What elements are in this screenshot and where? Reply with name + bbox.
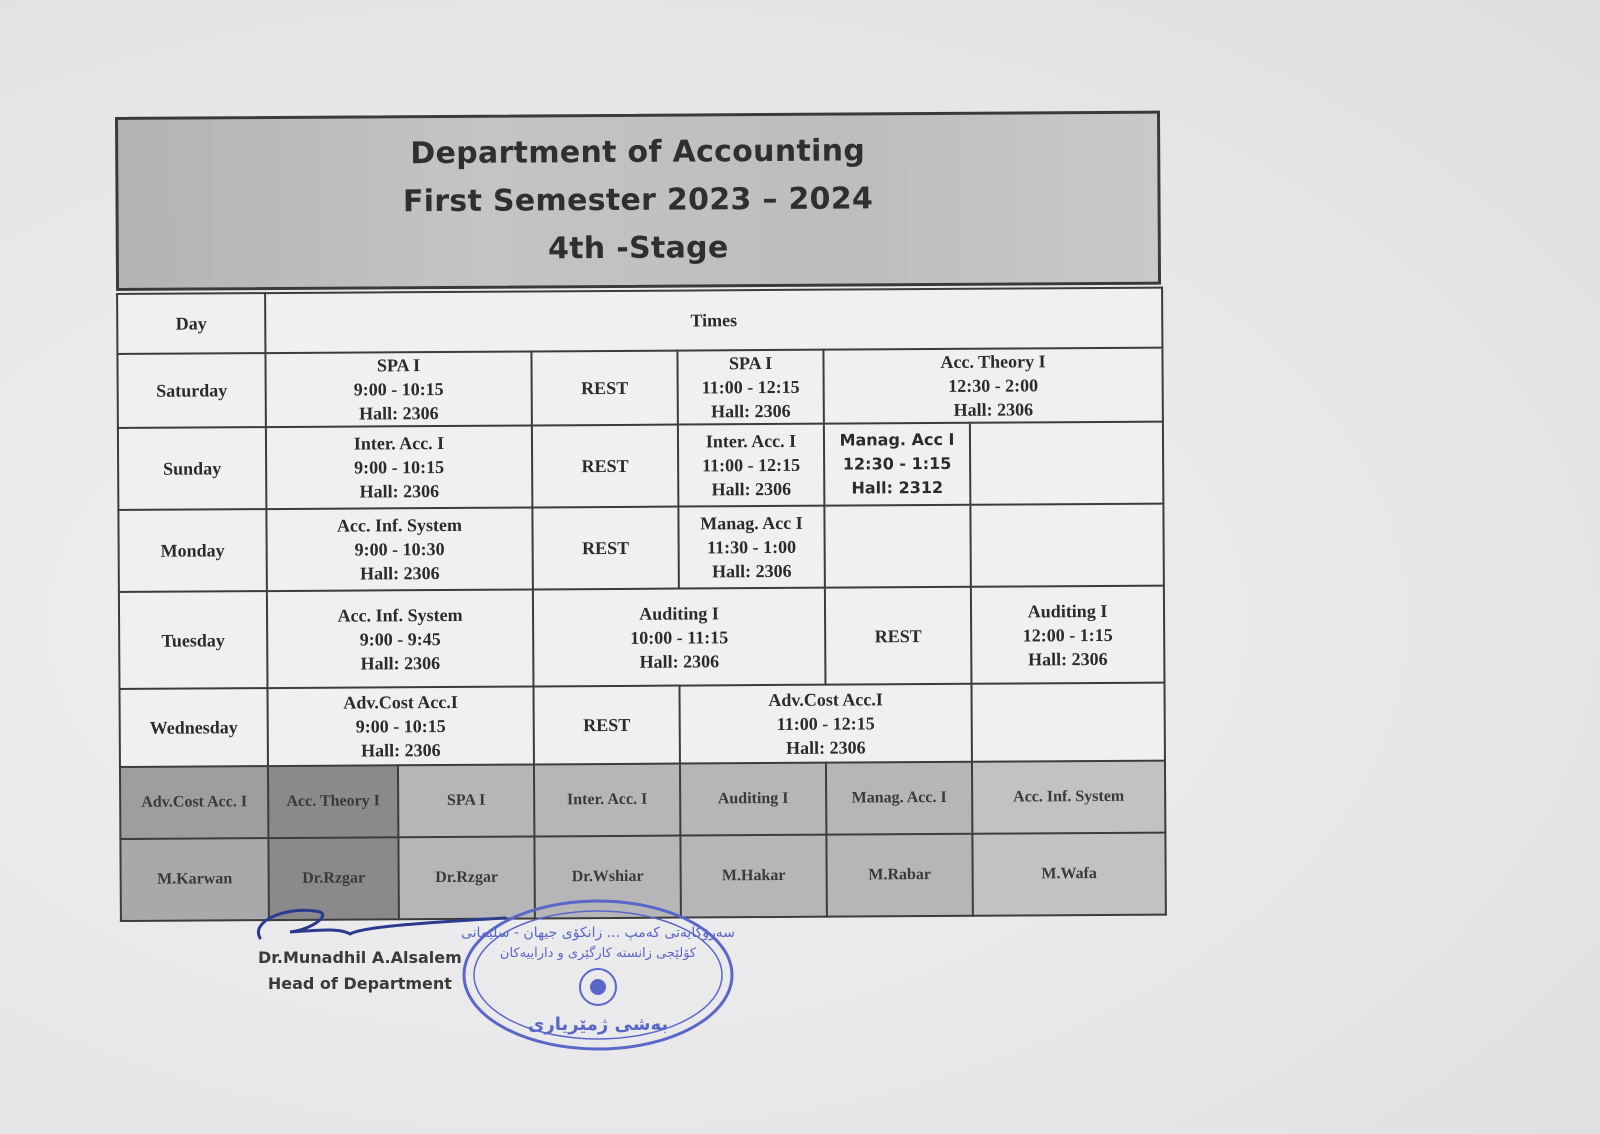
course-time: 9:00 - 9:45 xyxy=(359,628,441,650)
class-cell xyxy=(971,586,1165,684)
course-time: 9:00 - 10:15 xyxy=(355,715,446,737)
signatory-name: Dr.Munadhil A.Alsalem xyxy=(258,948,462,967)
course-time: 9:00 - 10:15 xyxy=(353,378,444,400)
course-hall: Hall: 2306 xyxy=(359,403,439,424)
signatory-title: Head of Department xyxy=(267,974,452,993)
course-name: Inter. Acc. I xyxy=(353,432,445,454)
day-saturday: Saturday xyxy=(117,353,265,428)
course-name: Acc. Inf. System xyxy=(337,604,463,626)
course-hall: Hall: 2306 xyxy=(711,478,792,500)
course-hall: Hall: 2312 xyxy=(851,477,944,498)
class-cell xyxy=(533,588,826,687)
stage-title: 4th -Stage xyxy=(547,230,729,267)
rest-cell: REST xyxy=(532,507,678,590)
rest-cell: REST xyxy=(531,351,677,426)
class-cell xyxy=(678,506,824,589)
course-time: 12:30 - 2:00 xyxy=(948,375,1039,396)
empty-cell xyxy=(971,683,1164,762)
course-hall: Hall: 2306 xyxy=(639,650,720,672)
class-cell xyxy=(677,350,823,425)
legend-course: Manag. Acc. I xyxy=(826,762,972,835)
legend-teacher: Dr.Rzgar xyxy=(398,836,534,919)
course-time: 11:30 - 1:00 xyxy=(707,536,797,558)
legend-teacher: M.Rabar xyxy=(826,834,972,917)
course-legend-row xyxy=(120,761,1165,839)
day-wednesday: Wednesday xyxy=(119,688,267,767)
row-monday xyxy=(118,504,1163,592)
course-hall: Hall: 2306 xyxy=(359,563,440,584)
times-column-header: Times xyxy=(265,288,1162,353)
rest-cell: REST xyxy=(533,686,679,765)
class-cell xyxy=(266,425,532,509)
class-cell xyxy=(679,684,971,764)
empty-cell xyxy=(824,505,970,588)
rest-cell: REST xyxy=(532,425,678,508)
header-row xyxy=(117,288,1162,354)
rest-cell: REST xyxy=(825,587,972,685)
course-name: Adv.Cost Acc.I xyxy=(768,689,883,711)
course-hall: Hall: 2306 xyxy=(360,652,441,674)
empty-cell xyxy=(970,504,1163,587)
schedule-table xyxy=(116,287,1167,922)
semester-title: First Semester 2023 – 2024 xyxy=(402,181,874,220)
stamp-top-text: سەرۆکایەتی کەمپ ... زانکۆی جیهان - سلێمانی xyxy=(460,925,736,941)
course-time: 10:00 - 11:15 xyxy=(630,626,729,648)
course-time: 11:00 - 12:15 xyxy=(701,376,800,398)
course-time: 9:00 - 10:15 xyxy=(354,456,445,478)
course-time: 12:30 - 1:15 xyxy=(842,453,952,474)
course-hall: Hall: 2306 xyxy=(359,481,440,502)
class-cell xyxy=(266,507,532,591)
empty-cell xyxy=(970,422,1163,505)
legend-course: Auditing I xyxy=(680,763,826,836)
day-column-header: Day xyxy=(117,293,265,354)
course-name: Acc. Theory I xyxy=(940,351,1046,372)
course-hall: Hall: 2306 xyxy=(711,560,792,582)
course-name: Adv.Cost Acc.I xyxy=(343,691,458,713)
department-title: Department of Accounting xyxy=(410,133,866,172)
course-name: Auditing I xyxy=(639,602,719,624)
day-sunday: Sunday xyxy=(118,427,266,510)
class-cell xyxy=(678,424,824,507)
legend-teacher: M.Karwan xyxy=(120,838,268,921)
course-name: Auditing I xyxy=(1027,600,1108,621)
stamp-middle-text: کۆلێجی زانستە کارگێری و داراییەکان xyxy=(499,946,697,961)
course-hall: Hall: 2306 xyxy=(710,400,791,422)
row-saturday xyxy=(117,348,1162,428)
legend-course: Adv.Cost Acc. I xyxy=(120,766,268,839)
course-time: 9:00 - 10:30 xyxy=(354,538,445,560)
schedule-header xyxy=(115,111,1161,291)
legend-teacher: M.Wafa xyxy=(972,833,1165,916)
course-name: Acc. Inf. System xyxy=(336,514,463,536)
course-hall: Hall: 2306 xyxy=(953,399,1034,420)
class-cell xyxy=(267,589,534,688)
row-tuesday xyxy=(119,586,1165,689)
course-name: Manag. Acc I xyxy=(700,512,803,534)
schedule-document xyxy=(115,111,1165,922)
legend-teacher: Dr.Rzgar xyxy=(268,837,398,920)
course-hall: Hall: 2306 xyxy=(361,740,441,761)
legend-teacher: Dr.Wshiar xyxy=(534,836,680,919)
legend-course: SPA I xyxy=(398,764,534,837)
row-sunday xyxy=(118,422,1163,510)
day-monday: Monday xyxy=(118,509,266,592)
course-hall: Hall: 2306 xyxy=(1028,648,1108,669)
department-stamp xyxy=(458,895,738,1055)
signature-block xyxy=(258,945,462,997)
class-cell xyxy=(823,348,1162,424)
legend-course: Acc. Inf. System xyxy=(972,761,1165,834)
legend-course: Inter. Acc. I xyxy=(534,764,680,837)
course-name: SPA I xyxy=(728,352,773,374)
course-hall: Hall: 2306 xyxy=(786,737,866,758)
row-wednesday xyxy=(119,683,1164,767)
class-cell xyxy=(265,351,531,427)
legend-course: Acc. Theory I xyxy=(268,765,398,838)
course-time: 11:00 - 12:15 xyxy=(776,713,875,734)
sun-emblem-core-icon xyxy=(590,979,606,995)
stamp-bottom-text: بەشی ژمێریاری xyxy=(527,1014,669,1035)
course-name: SPA I xyxy=(376,355,421,376)
class-cell xyxy=(267,686,533,766)
course-time: 12:00 - 1:15 xyxy=(1022,624,1113,645)
course-name: Inter. Acc. I xyxy=(705,430,797,452)
legend-teacher: M.Hakar xyxy=(680,835,826,918)
class-cell xyxy=(824,423,970,506)
course-name: Manag. Acc I xyxy=(839,429,955,450)
course-time: 11:00 - 12:15 xyxy=(702,454,801,476)
day-tuesday: Tuesday xyxy=(119,591,268,689)
